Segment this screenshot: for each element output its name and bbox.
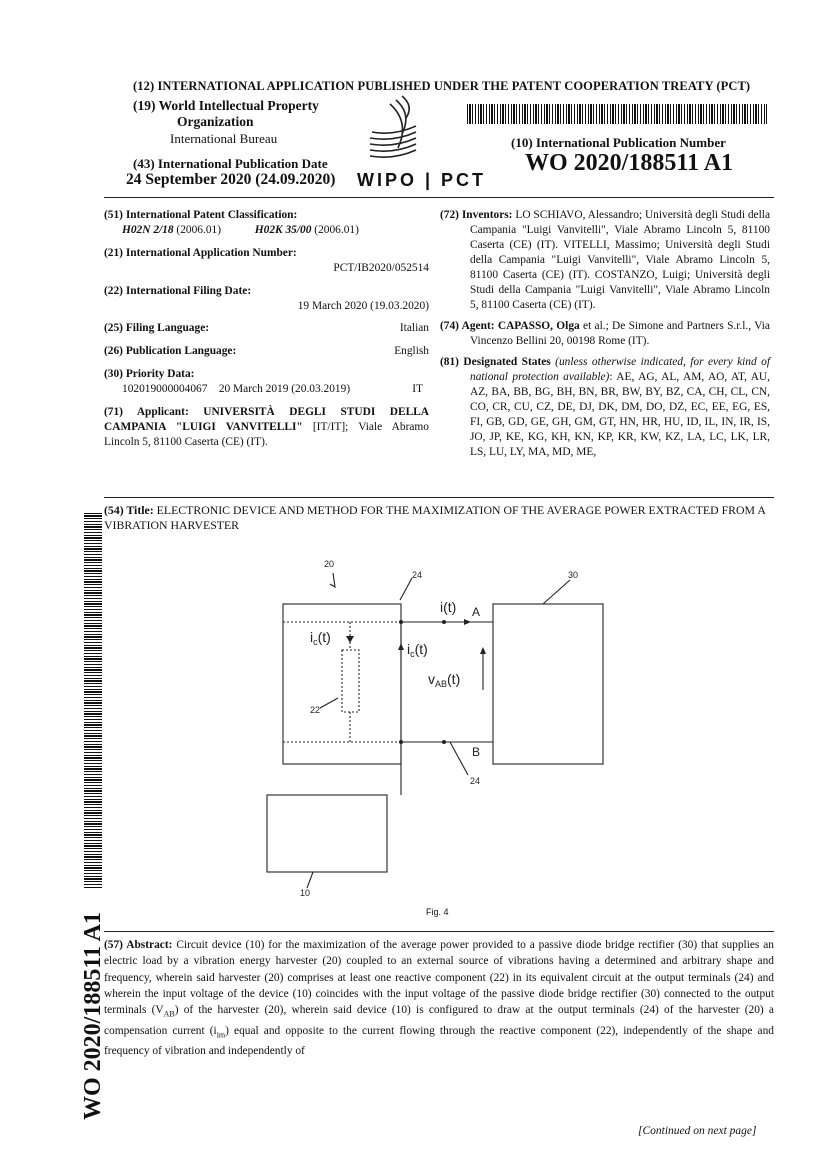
reactive-component [342,650,359,712]
field-25: (25) Filing Language: Italian [104,322,429,334]
title-divider [104,497,774,498]
abstract: (57) Abstract: Circuit device (10) for the maximization of the average power provided to a passive diode bridge rectifier (30) that supplies an electric load by a vibration energy harvester (20) coupled to an external source of vibrations having a determined and arbitrary shape and frequency, wherein said harvester (20) comprises at least one reactive component (22) in its equivalent circuit at the output terminals (24) and wherein the input voltage of the device (10) coincides with the input voltage of the passive diode bridge rectifier (30) connected to the output terminals $(V_{AB})$ of the harvester (20), wherein said device (10) is configured to draw at the output terminals (24) of the harvester (20) a compensation current $(i_{im})$ equal and opposite to the current flowing through the reactive component (22), independently of the shape and frequency of vibration and independently of [104,939,774,1058]
international-bureau: International Bureau [170,131,278,146]
circuit-figure [250,550,630,900]
publication-number: WO 2020/188511 A1 [525,150,734,176]
field-81: (81) Designated States (unless otherwise indicated, for every kind of national protection available): AE, AG, AL, AM, AO, AT, AU, AZ, BA, BB, BG, BH, BN, BR, BW, BY, BZ, CA, CH, CL, CN, CO, CR, CU, CZ, DE, DJ, DK, DM, DO, DZ, EC, EE, EG, ES, FI, GB, GD, GE, GH, GM, GT, HN, HR, HU, ID, IL, IN, IR, IS, JO, JP, KE, KG, KH, KN, KP, KR, KW, KZ, LA, LC, LK, LR, LS, LU, LY, MA, MD, ME, [440,356,771,458]
figure-caption: Fig. 4 [426,907,449,917]
label-24-bottom: 24 [470,776,481,786]
rectifier-box [493,604,603,764]
label-30: 30 [568,570,579,580]
field-51: (51) International Patent Classification: H02N 2/18 (2006.01) H02K 35/00 (2006.01) [104,209,359,236]
label-22: 22 [310,705,321,715]
field-26: (26) Publication Language: English [104,345,429,357]
vab-label: $v_{AB}(t)$ [428,671,461,689]
publication-number-label: (10) International Publication Number [511,135,726,150]
publication-date: 24 September 2020 (24.09.2020) [126,171,336,188]
abstract-divider [104,931,774,932]
document-type-heading: (12) INTERNATIONAL APPLICATION PUBLISHED UNDER THE PATENT COOPERATION TREATY (PCT) [133,79,751,93]
right-bibliographic-column [440,208,770,460]
publication-date-label: (43) International Publication Date [133,156,328,171]
field-71: (71) Applicant: UNIVERSITÀ DEGLI STUDI DELLA CAMPANIA "LUIGI VANVITELLI" [IT/IT]; Viale Abramo Lincoln 5, 81100 Caserta (CE) (IT). [104,406,429,448]
field-72: (72) Inventors: LO SCHIAVO, Alessandro; Università degli Studi della Campania "Luigi Vanvitelli", Viale Abramo Lincoln 5, 81100 Caserta (CE) (IT). VITELLI, Massimo; Università degli Studi della Campania "Luigi Vanvitelli", Viale Abramo Lincoln 5, 81100 Caserta (CE) (IT). COSTANZO, Luigi; Università degli Studi della Campania "Luigi Vanvitelli", Viale Abramo Lincoln 5, 81100 Caserta (CE) (IT). [440,209,770,311]
node-a: A [472,605,481,619]
org-line-2: Organization [177,114,254,129]
invention-title: (54) Title: ELECTRONIC DEVICE AND METHOD FOR THE MAXIMIZATION OF THE AVERAGE POWER EXTRACTED FROM A VIBRATION HARVESTER [104,503,766,532]
ic-left-label: $i_c(t)$ [310,629,331,647]
label-24-top: 24 [412,570,423,580]
current-label: i(t) [440,599,457,615]
ic-mid-label: $i_c(t)$ [407,641,428,659]
header-divider [104,197,774,198]
barcode-icon [467,104,767,124]
label-10: 10 [300,888,311,898]
org-line-1: (19) World Intellectual Property [133,98,319,113]
label-20: 20 [324,559,335,569]
continued-notice: [Continued on next page] [638,1125,757,1137]
field-30: (30) Priority Data: 102019000004067 20 March 2019 (20.03.2019) IT [104,368,423,395]
side-publication-number: WO 2020/188511 A1 [80,911,106,1120]
node-b: B [472,745,481,759]
device-box [267,795,387,872]
wipo-organization [133,98,343,130]
field-21: (21) International Application Number: PCT/IB2020/052514 [104,247,429,274]
field-74: (74) Agent: CAPASSO, Olga et al.; De Simone and Partners S.r.l., Via Vincenzo Bellini 20, 00198 Rome (IT). [440,320,770,347]
side-barcode-icon [84,513,102,888]
wipo-logo-icon [364,92,424,164]
field-22: (22) International Filing Date: 19 March 2020 (19.03.2020) [104,285,429,312]
wipo-pct-wordmark: WIPO | PCT [357,170,487,190]
